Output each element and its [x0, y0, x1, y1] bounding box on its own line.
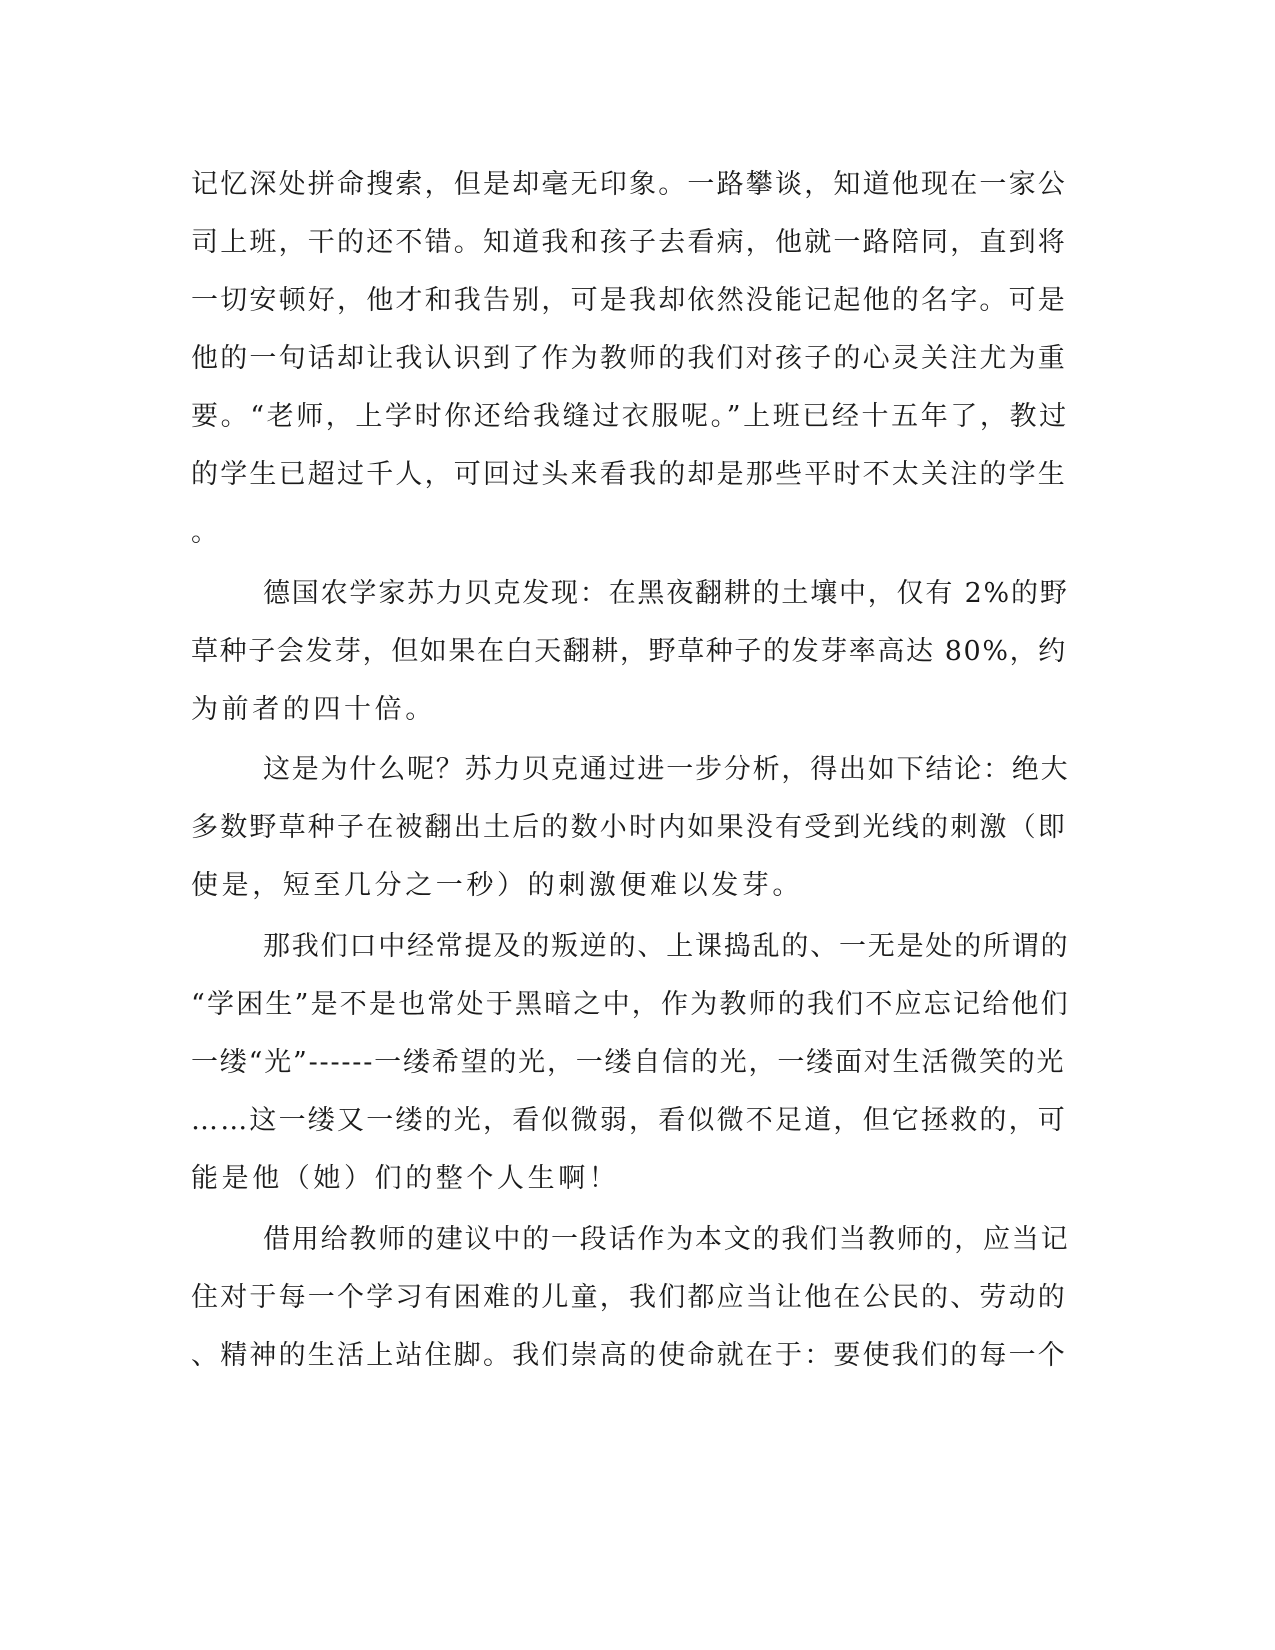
text-line: 多数野草种子在被翻出土后的数小时内如果没有受到光线的刺激（即 [191, 812, 1067, 843]
text-line: 一缕“光”------一缕希望的光，一缕自信的光，一缕面对生活微笑的光 [191, 1047, 1066, 1078]
text-line: 一切安顿好，他才和我告别，可是我却依然没能记起他的名字。可是 [191, 285, 1067, 316]
text-line: ……这一缕又一缕的光，看似微弱，看似微不足道，但它拯救的，可 [191, 1105, 1067, 1136]
text-line: “学困生”是不是也常处于黑暗之中，作为教师的我们不应忘记给他们 [191, 989, 1070, 1020]
text-line: 的学生已超过千人，可回过头来看我的却是那些平时不太关注的学生 [191, 459, 1067, 490]
text-line: 为前者的四十倍。 [191, 694, 436, 725]
paragraph-start-line: 这是为什么呢？苏力贝克通过进一步分析，得出如下结论：绝大 [263, 754, 1070, 785]
text-line: 使是，短至几分之一秒）的刺激便难以发芽。 [191, 870, 803, 901]
text-line: 司上班，干的还不错。知道我和孩子去看病，他就一路陪同，直到将 [191, 227, 1067, 258]
text-line: 记忆深处拼命搜索，但是却毫无印象。一路攀谈，知道他现在一家公 [191, 169, 1067, 200]
text-line: 能是他（她）们的整个人生啊！ [191, 1163, 620, 1194]
text-line: 、精神的生活上站住脚。我们崇高的使命就在于：要使我们的每一个 [191, 1340, 1067, 1371]
text-line: 草种子会发芽，但如果在白天翻耕，野草种子的发芽率高达 80%，约 [191, 636, 1067, 667]
paragraph-start-line: 那我们口中经常提及的叛逆的、上课捣乱的、一无是处的所谓的 [263, 931, 1070, 962]
paragraph-start-line: 借用给教师的建议中的一段话作为本文的我们当教师的，应当记 [263, 1224, 1070, 1255]
text-line: 。 [191, 517, 222, 548]
text-line: 他的一句话却让我认识到了作为教师的我们对孩子的心灵关注尤为重 [191, 343, 1067, 374]
text-line: 要。“老师，上学时你还给我缝过衣服呢。”上班已经十五年了，教过 [191, 401, 1069, 432]
text-line: 住对于每一个学习有困难的儿童，我们都应当让他在公民的、劳动的 [191, 1282, 1067, 1313]
paragraph-start-line: 德国农学家苏力贝克发现：在黑夜翻耕的土壤中，仅有 2%的野 [263, 578, 1069, 609]
